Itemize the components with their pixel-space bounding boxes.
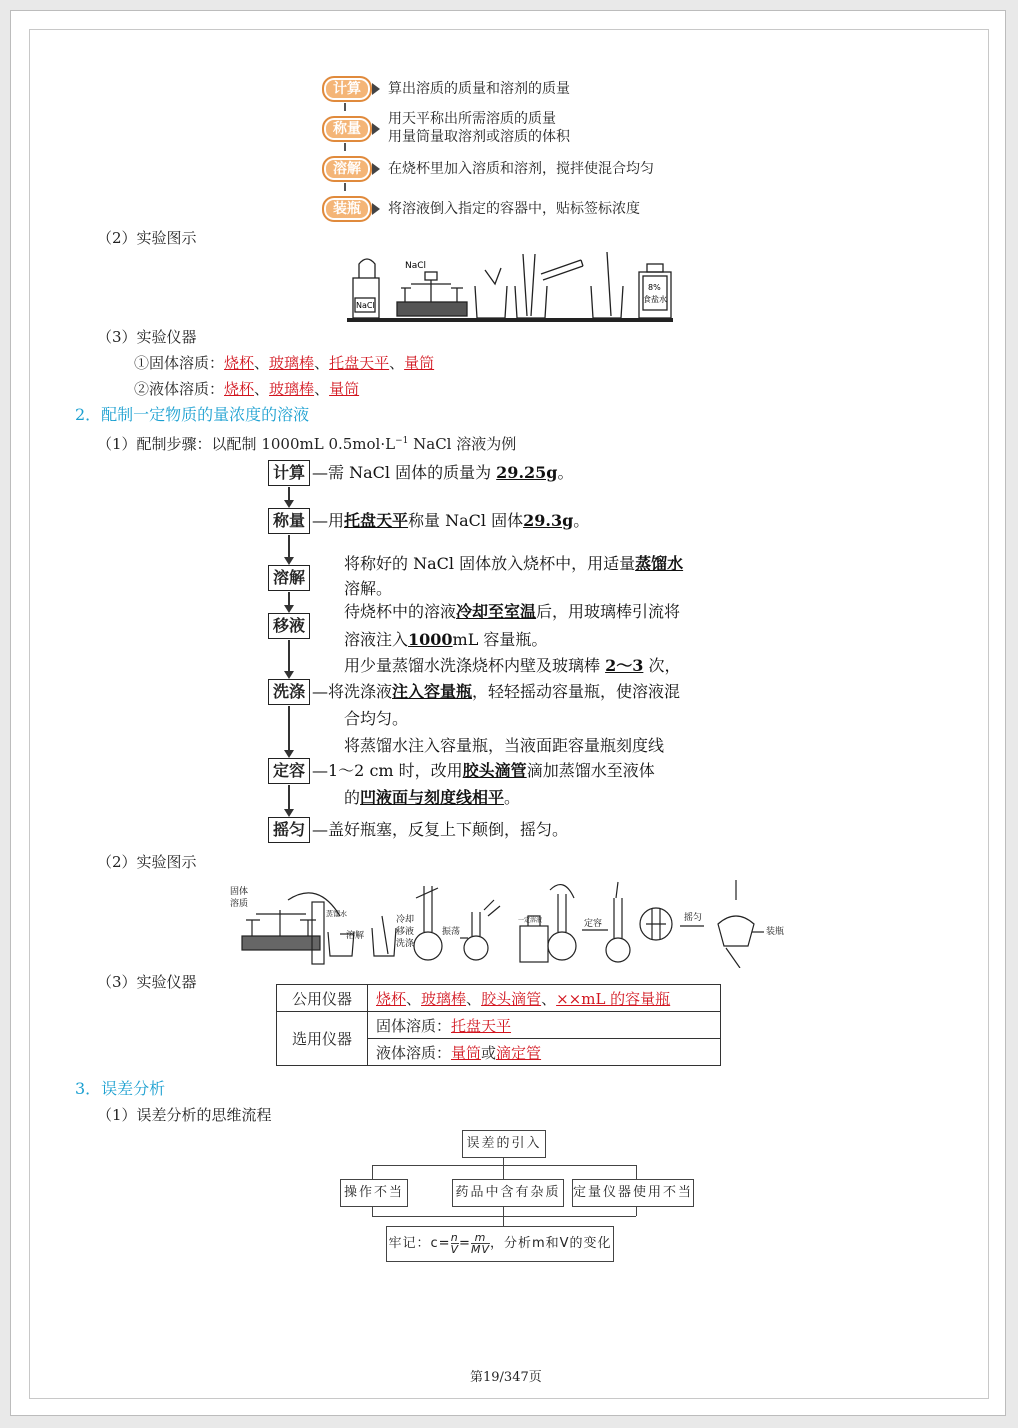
step-text-part: —用 — [312, 511, 345, 530]
fig2-dissolve: 溶解 — [346, 931, 365, 941]
frac2-num: m — [471, 1232, 490, 1244]
steps-intro-a: （1）配制步骤：以配制 1000mL 0.5mol·L — [97, 435, 396, 453]
fig2-fill: 定容 — [584, 919, 603, 929]
opt-solid-prefix: 固体溶质： — [376, 1016, 452, 1035]
separator: 、 — [254, 380, 270, 398]
flow-top-box: 误差的引入 — [462, 1130, 546, 1158]
solid-prefix: ①固体溶质： — [134, 354, 225, 372]
step-line — [344, 785, 520, 811]
step-line — [344, 706, 408, 732]
fig1-nacl-label: NaCl — [405, 261, 427, 271]
step-box: 洗涤 — [268, 679, 310, 705]
instrument-item: 玻璃棒 — [269, 380, 315, 398]
fig2-cool: 冷却 — [396, 915, 415, 925]
step-text: 算出溶质的质量和溶剂的质量 — [388, 81, 570, 97]
step-text-part: 次， — [643, 656, 681, 675]
arrow-right-icon — [372, 83, 380, 95]
step-text: 用量筒量取溶剂或溶质的体积 — [388, 129, 570, 145]
connector-line — [344, 143, 346, 151]
opt-liquid-prefix: 液体溶质： — [376, 1043, 452, 1062]
instrument-item: 烧杯 — [376, 989, 407, 1008]
opt-liquid-item2: 滴定管 — [496, 1043, 542, 1062]
instrument-item: 玻璃棒 — [421, 989, 467, 1008]
step-text: 用天平称出所需溶质的质量 — [388, 111, 556, 127]
arrow-down-icon — [284, 500, 294, 508]
separator: 、 — [541, 989, 557, 1008]
step-pill: 装瓶 — [322, 196, 372, 222]
step-text-part: —盖好瓶塞，反复上下颠倒，摇匀。 — [312, 820, 569, 839]
step-text-part: 的 — [344, 788, 361, 807]
flow-line — [372, 1165, 636, 1166]
lab-figure-1 — [345, 250, 675, 326]
step-text: 在烧杯里加入溶质和溶剂，搅拌使混合均匀 — [388, 161, 654, 177]
common-label: 公用仪器 — [277, 985, 368, 1012]
step-line — [344, 627, 547, 653]
connector-line — [288, 487, 290, 500]
page-number: 第19/347页 — [470, 1370, 542, 1385]
step-box: 计算 — [268, 460, 310, 486]
steps-intro — [97, 431, 516, 454]
inst-label-2: （3）实验仪器 — [97, 973, 197, 991]
step-pill: 称量 — [322, 116, 372, 142]
step-text-part: 。 — [573, 511, 590, 530]
step-box: 称量 — [268, 508, 310, 534]
step-text-part: 待烧杯中的溶液 — [344, 602, 457, 621]
step-key-value: 1000 — [408, 630, 453, 649]
step-pill: 溶解 — [322, 156, 372, 182]
flow-mid-box: 药品中含有杂质 — [452, 1179, 564, 1207]
step-text-part: —1～2 cm 时，改用 — [312, 761, 463, 780]
instrument-item: 托盘天平 — [329, 354, 390, 372]
step-key-value: 29.3g — [523, 511, 574, 530]
instrument-table — [276, 984, 721, 1066]
step-text-part: 用少量蒸馏水洗涤烧杯内壁及玻璃棒 — [344, 656, 606, 675]
opt-liquid-item1: 量筒 — [451, 1043, 482, 1062]
step-text-part: —需 NaCl 固体的质量为 — [312, 463, 497, 482]
fig-label-1: （2）实验图示 — [97, 229, 197, 247]
step-text-part: 溶解。 — [344, 579, 393, 598]
frac2-den: MV — [470, 1243, 490, 1256]
common-items — [368, 985, 721, 1012]
flow-line — [503, 1206, 504, 1216]
flow-line — [636, 1165, 637, 1179]
step-box: 摇匀 — [268, 817, 310, 843]
flow-left-box: 操作不当 — [340, 1179, 408, 1207]
instrument-item: 烧杯 — [224, 380, 255, 398]
step-line — [312, 758, 655, 784]
separator: 、 — [406, 989, 422, 1008]
flow-line — [636, 1206, 637, 1216]
step-text: 将溶液倒入指定的容器中，贴标签标浓度 — [388, 201, 640, 217]
fig2-mix: 摇匀 — [684, 913, 703, 923]
fig1-bottle-name: 食盐水 — [643, 295, 667, 304]
fig-label-2: （2）实验图示 — [97, 853, 197, 871]
connector-line — [288, 640, 290, 671]
flow-line — [503, 1216, 504, 1226]
step-line — [312, 460, 573, 486]
step-box: 移液 — [268, 613, 310, 639]
step-key-value: 2～3 — [605, 656, 644, 675]
section-3-heading: 3．误差分析 — [75, 1079, 166, 1098]
fig2-solute: 溶质 — [230, 899, 249, 909]
step-text-part: 合均匀。 — [344, 709, 409, 728]
steps-intro-sup: −1 — [395, 436, 409, 446]
fig2-jar: 一定溶液 — [518, 917, 543, 924]
flow-right-box: 定量仪器使用不当 — [572, 1179, 694, 1207]
connector-line — [288, 706, 290, 750]
step-text-part: —将洗涤液 — [312, 682, 393, 701]
step-line — [344, 733, 664, 759]
step-line — [312, 817, 568, 843]
opt-solid-item: 托盘天平 — [451, 1016, 512, 1035]
connector-line — [344, 183, 346, 191]
step-key-value: 29.25g — [496, 463, 558, 482]
liquid-instruments-line — [134, 379, 359, 399]
step-text-part: 将称好的 NaCl 固体放入烧杯中，用适量 — [344, 554, 636, 573]
separator: 、 — [466, 989, 482, 1008]
fig2-bottle: 装瓶 — [766, 927, 785, 937]
connector-line — [288, 592, 290, 605]
step-text-part: ，轻轻摇动容量瓶，使溶液混 — [472, 682, 681, 701]
flow-line — [503, 1157, 504, 1165]
fig2-transfer: 移液 — [396, 927, 415, 937]
frac1-den: V — [450, 1243, 460, 1256]
fig2-solid: 固体 — [230, 887, 249, 897]
step-text-part: 后，用玻璃棒引流将 — [536, 602, 681, 621]
step-key-value: 胶头滴管 — [462, 761, 527, 780]
flow-line — [503, 1165, 504, 1179]
instrument-item: 玻璃棒 — [269, 354, 315, 372]
step-key-value: 蒸馏水 — [635, 554, 684, 573]
step-line — [344, 551, 683, 577]
separator: 、 — [254, 354, 270, 372]
step-key-value: 凹液面与刻度线相平 — [360, 788, 505, 807]
step-text-part: 。 — [504, 788, 521, 807]
step-key-value: 注入容量瓶 — [392, 682, 473, 701]
instrument-item: 烧杯 — [224, 354, 255, 372]
step-line — [312, 679, 680, 705]
step-text-part: mL 容量瓶。 — [452, 630, 548, 649]
flow-line — [372, 1206, 373, 1216]
instrument-item: 量筒 — [329, 380, 360, 398]
optional-label: 选用仪器 — [277, 1012, 368, 1066]
connector-line — [344, 103, 346, 111]
inst-label-1: （3）实验仪器 — [97, 328, 197, 346]
opt-liquid-or: 或 — [481, 1043, 497, 1062]
instrument-item: ××mL 的容量瓶 — [556, 989, 671, 1008]
step-key-value: 冷却至室温 — [456, 602, 537, 621]
section-2-heading: 2．配制一定物质的量浓度的溶液 — [75, 405, 310, 424]
step-text-part: 将蒸馏水注入容量瓶，当液面距容量瓶刻度线 — [344, 736, 665, 755]
separator: 、 — [389, 354, 405, 372]
optional-solid — [368, 1012, 721, 1039]
solid-instruments-line — [134, 353, 434, 373]
section-3-sub: （1）误差分析的思维流程 — [97, 1106, 272, 1124]
arrow-right-icon — [372, 203, 380, 215]
step-key-value: 托盘天平 — [344, 511, 409, 530]
liquid-prefix: ②液体溶质： — [134, 380, 225, 398]
arrow-right-icon — [372, 163, 380, 175]
step-text-part: 滴加蒸馏水至液体 — [526, 761, 655, 780]
fig2-shake: 振荡 — [442, 927, 461, 937]
step-line — [312, 508, 589, 534]
flow-line — [372, 1216, 636, 1217]
flow-formula-a: 牢记：c= — [388, 1236, 451, 1251]
flow-formula-b: ，分析m和V的变化 — [489, 1236, 612, 1251]
step-text-part: 称量 NaCl 固体 — [408, 511, 524, 530]
step-text-part: 。 — [557, 463, 574, 482]
frac1-num: n — [450, 1231, 459, 1244]
arrow-down-icon — [284, 809, 294, 817]
fig2-water: 蒸馏水 — [326, 910, 347, 918]
arrow-down-icon — [284, 750, 294, 758]
fig1-bottle-pct: 8% — [648, 283, 661, 292]
optional-liquid — [368, 1039, 721, 1066]
fig2-wash: 洗涤 — [396, 939, 415, 949]
step-text-part: 溶液注入 — [344, 630, 409, 649]
flow-bottom-box: 牢记：c= $\frac{n}{V}$ = $\frac{m}{MV}$ ，分析m和V的变化 — [386, 1226, 614, 1262]
step-pill: 计算 — [322, 76, 372, 102]
arrow-down-icon — [284, 605, 294, 613]
instrument-item: 量筒 — [404, 354, 435, 372]
lab-figure-2 — [228, 876, 793, 968]
arrow-right-icon — [372, 123, 380, 135]
connector-line — [288, 535, 290, 557]
arrow-down-icon — [284, 557, 294, 565]
step-box: 溶解 — [268, 565, 310, 591]
separator: 、 — [314, 380, 330, 398]
step-line — [344, 653, 680, 679]
fig1-nacl-box-label: NaCl — [356, 301, 375, 310]
instrument-item: 胶头滴管 — [481, 989, 542, 1008]
arrow-down-icon — [284, 671, 294, 679]
flow-line — [372, 1165, 373, 1179]
separator: 、 — [314, 354, 330, 372]
connector-line — [288, 785, 290, 809]
step-box: 定容 — [268, 758, 310, 784]
step-line — [344, 599, 680, 625]
steps-intro-b: NaCl 溶液为例 — [408, 435, 517, 453]
